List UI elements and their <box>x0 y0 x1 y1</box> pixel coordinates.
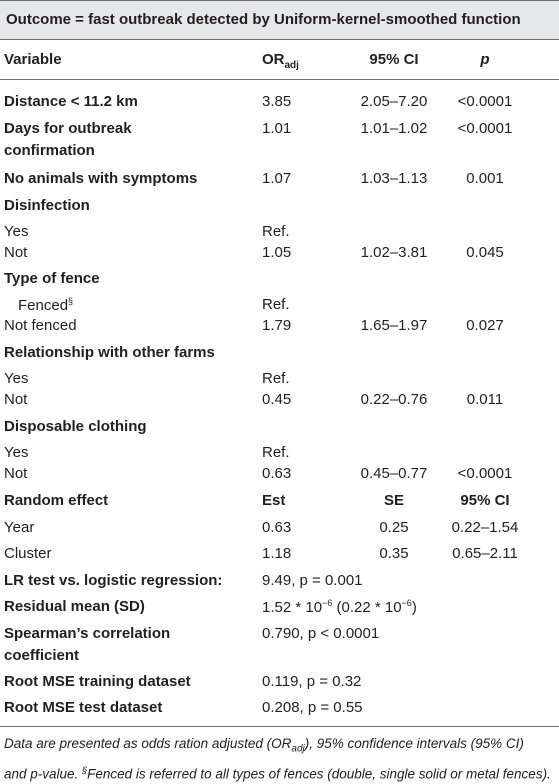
exponent: −6 <box>322 598 333 608</box>
footnote-text: and p-value. <box>4 766 83 782</box>
table-bottom-rule <box>0 726 559 727</box>
row-label: Yes <box>4 444 29 461</box>
header-ci: 95% CI <box>369 51 419 68</box>
row-p: <0.0001 <box>457 93 513 110</box>
row-ci: 0.45–0.77 <box>360 465 428 482</box>
row-p: 0.22–1.54 <box>451 519 519 536</box>
row-label: Distance < 11.2 km <box>4 93 138 110</box>
row-or: Ref. <box>262 370 290 387</box>
row-p: 0.027 <box>466 317 504 334</box>
row-label: Root MSE training dataset <box>4 673 191 690</box>
row-or: 9.49, p = 0.001 <box>262 572 363 589</box>
row-p: 0.65–2.11 <box>452 545 518 562</box>
row-label: Yes <box>4 370 29 387</box>
row-p: 0.001 <box>466 170 504 187</box>
row-or: 1.01 <box>262 120 292 137</box>
row-label <box>18 296 73 314</box>
table-title: Outcome = fast outbreak detected by Uniform-kernel-smoothed function <box>0 0 559 40</box>
row-label: Spearman’s correlation <box>4 625 171 642</box>
header-variable: Variable <box>4 51 62 68</box>
row-label-line2: coefficient <box>4 647 80 664</box>
row-ci: 1.01–1.02 <box>360 120 428 137</box>
section-label: Disinfection <box>4 197 90 214</box>
row-label: LR test vs. logistic regression: <box>4 572 223 589</box>
header-or <box>262 51 299 71</box>
row-p: 0.045 <box>466 244 504 261</box>
header-or-text: OR <box>262 51 285 68</box>
row-or <box>262 598 417 616</box>
row-label: Random effect <box>4 492 109 509</box>
footnote-text: Fenced is referred to all types of fences (double, single solid or metal fences). <box>87 766 551 782</box>
row-ci: 1.02–3.81 <box>360 244 428 261</box>
row-or: Ref. <box>262 444 290 461</box>
row-or: 1.18 <box>262 545 292 562</box>
row-ci: 1.65–1.97 <box>360 317 428 334</box>
row-or: 0.119, p = 0.32 <box>262 673 362 690</box>
section-label: Type of fence <box>4 270 100 287</box>
row-label: Cluster <box>4 545 52 562</box>
row-ci: 1.03–1.13 <box>360 170 428 187</box>
row-or: 0.63 <box>262 519 292 536</box>
row-label: Not fenced <box>4 317 77 334</box>
row-ci: 0.22–0.76 <box>360 391 428 408</box>
row-label: Not <box>4 244 28 261</box>
row-label: No animals with symptoms <box>4 170 198 187</box>
row-label-line2: confirmation <box>4 142 95 159</box>
residual-close: ) <box>411 599 417 616</box>
footnote-sub: adj <box>291 743 305 755</box>
row-or: 0.790, p < 0.0001 <box>262 625 380 642</box>
header-p: p <box>480 51 490 68</box>
table-header <box>0 40 559 80</box>
row-ci: SE <box>383 492 404 509</box>
row-ci: 0.25 <box>379 519 409 536</box>
row-p: <0.0001 <box>457 120 513 137</box>
exponent: −6 <box>401 598 412 608</box>
row-label: Yes <box>4 223 29 240</box>
row-label: Year <box>4 519 35 536</box>
section-mark: § <box>68 296 74 306</box>
row-label: Not <box>4 465 28 482</box>
row-label: Not <box>4 391 28 408</box>
row-ci: 0.35 <box>379 545 409 562</box>
row-or: Ref. <box>262 223 290 240</box>
row-or: 0.45 <box>262 391 292 408</box>
residual-mean: 1.52 * 10 <box>262 599 323 616</box>
row-p: <0.0001 <box>457 465 513 482</box>
row-or: 0.63 <box>262 465 292 482</box>
row-label: Residual mean (SD) <box>4 598 145 615</box>
footnote-text: ), 95% confidence intervals (95% CI) <box>304 736 524 751</box>
row-or: Est <box>262 492 286 509</box>
row-or: 3.85 <box>262 93 292 110</box>
table-footnote <box>4 734 554 784</box>
row-p: 0.011 <box>466 391 504 408</box>
row-label-text: Fenced <box>18 297 69 314</box>
row-p: 95% CI <box>460 492 510 509</box>
row-or: 1.79 <box>262 317 292 334</box>
row-label: Root MSE test dataset <box>4 699 163 716</box>
header-or-sub: adj <box>284 60 299 71</box>
section-label: Relationship with other farms <box>4 344 215 361</box>
row-or: 1.07 <box>262 170 292 187</box>
section-mark: § <box>82 764 88 775</box>
row-or: 0.208, p = 0.55 <box>262 699 363 716</box>
row-label: Days for outbreak <box>4 120 132 137</box>
footnote-text: Data are presented as odds ration adjusted (OR <box>4 736 292 751</box>
residual-sd: (0.22 * 10 <box>332 599 402 616</box>
row-or: Ref. <box>262 296 290 313</box>
row-ci: 2.05–7.20 <box>360 93 428 110</box>
section-label: Disposable clothing <box>4 418 147 435</box>
row-or: 1.05 <box>262 244 292 261</box>
